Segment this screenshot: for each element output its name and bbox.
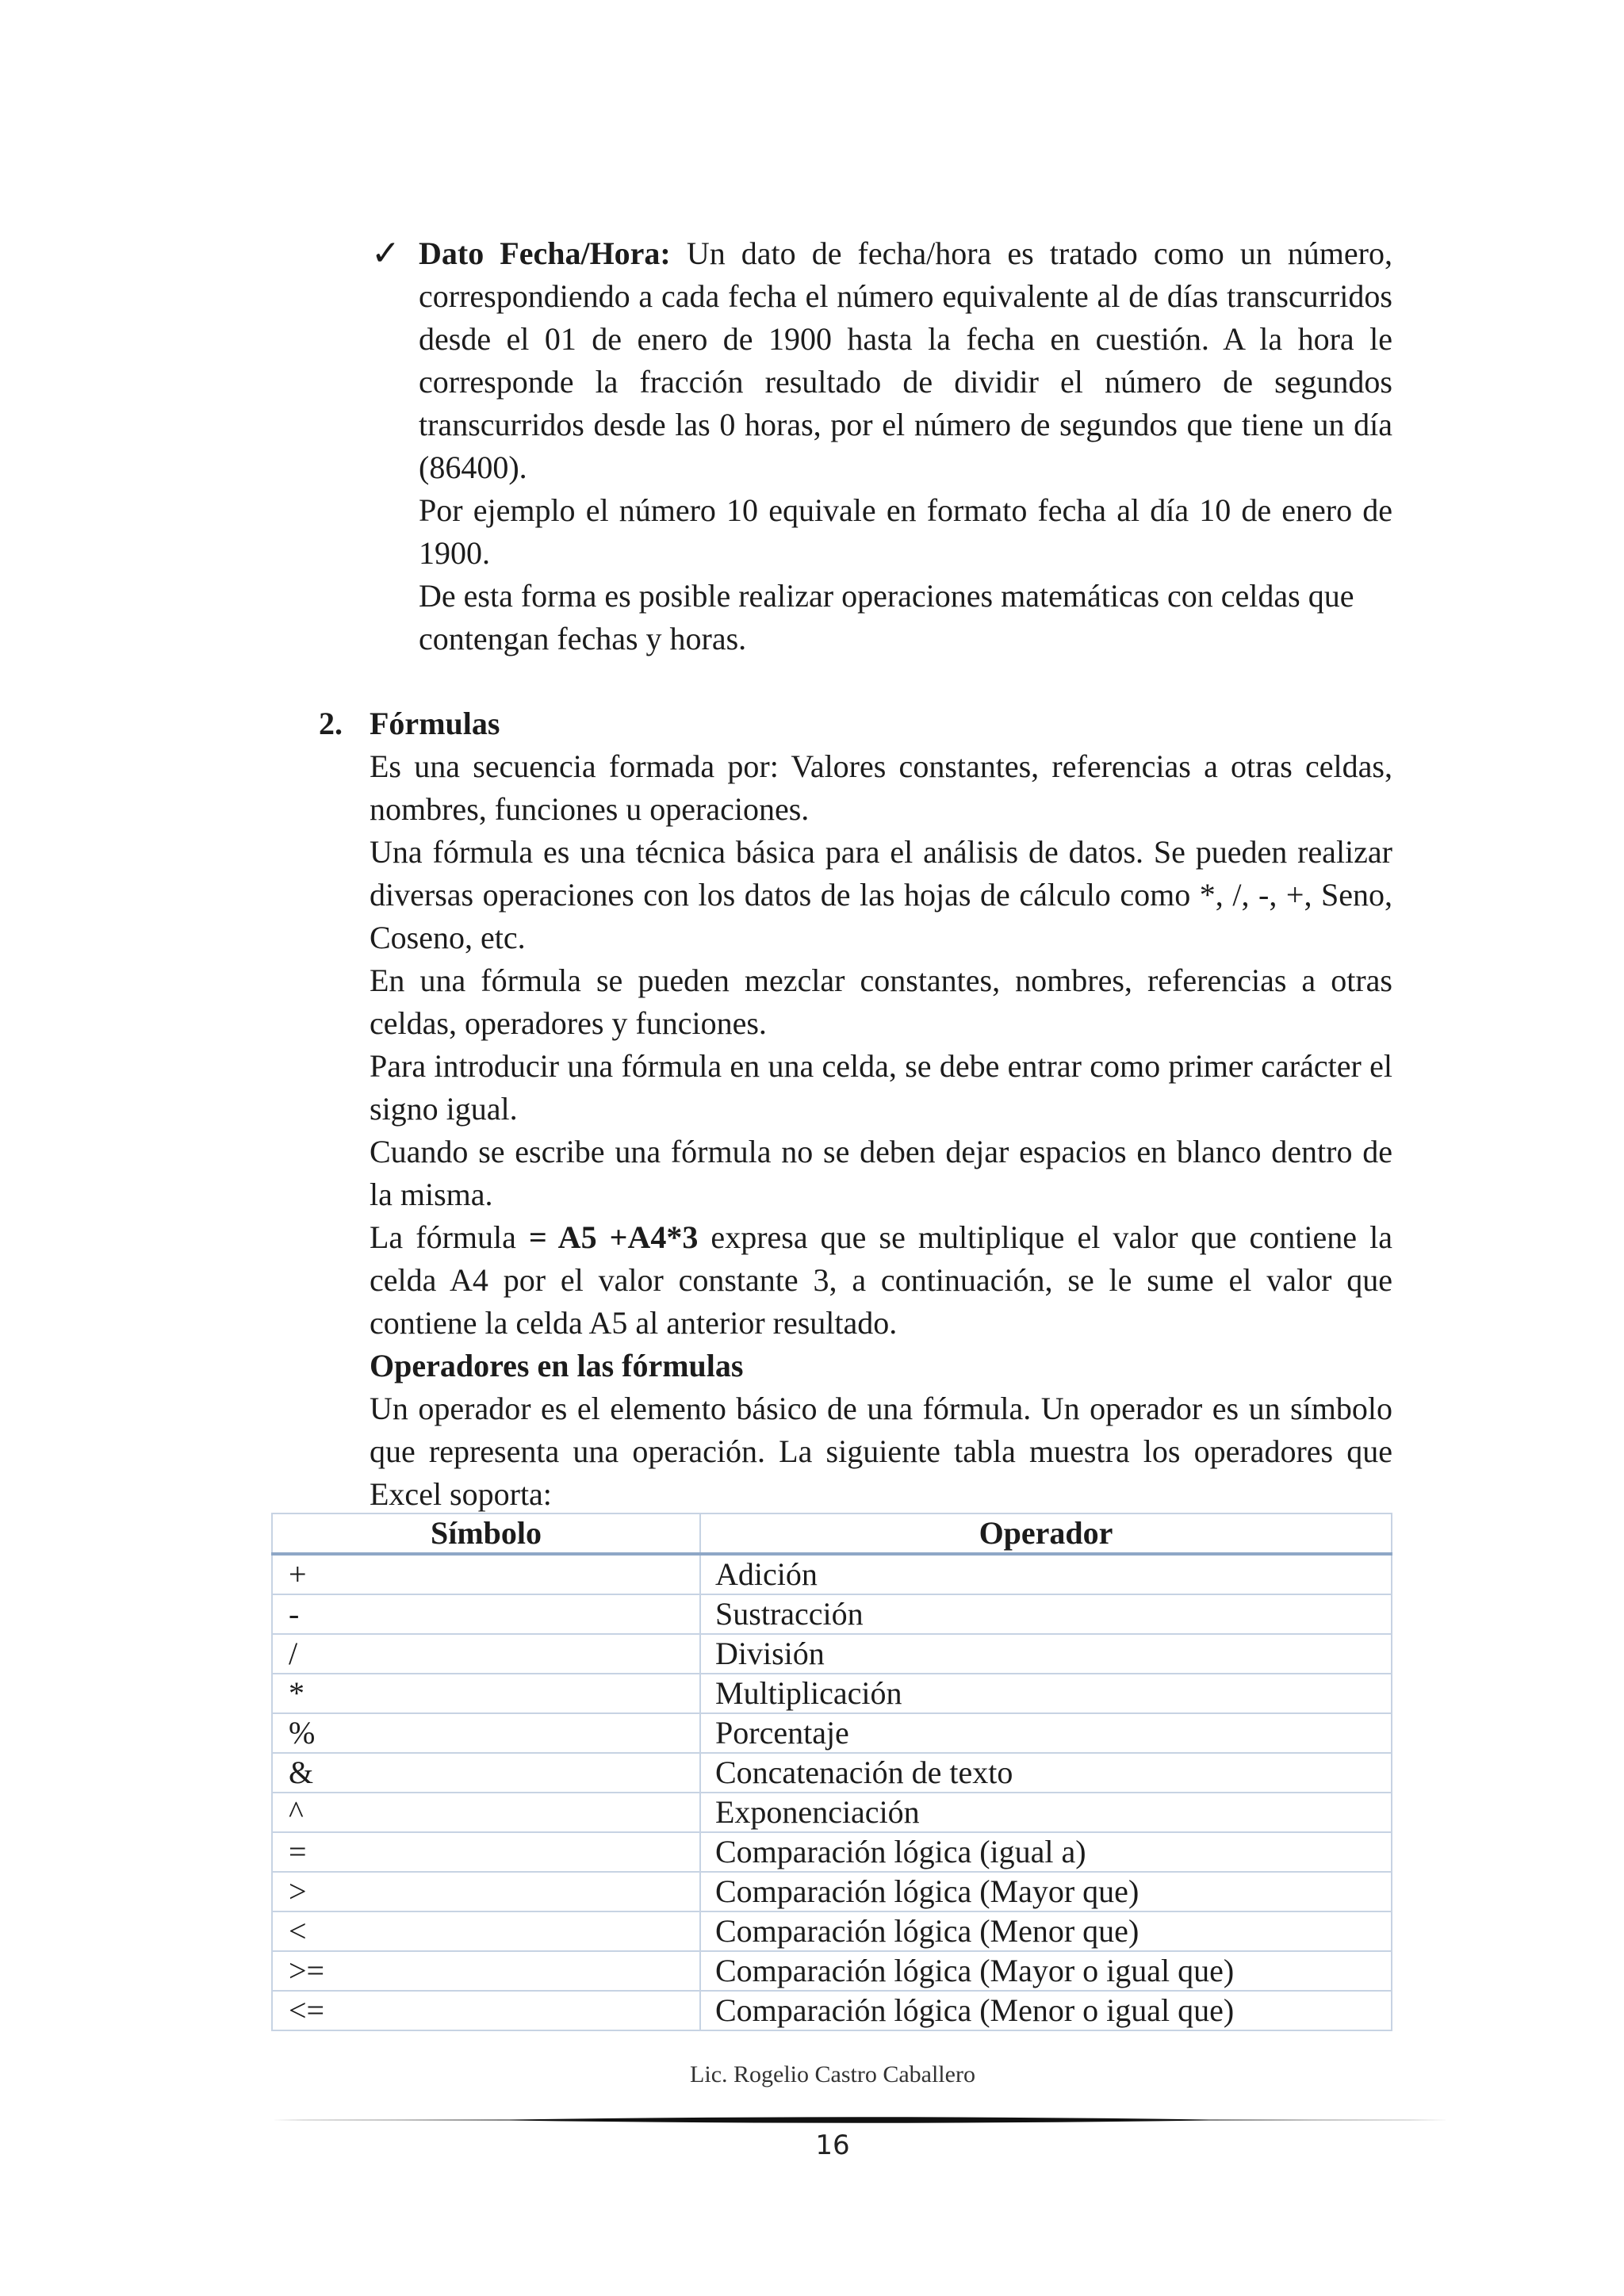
footer-author: Lic. Rogelio Castro Caballero	[690, 2061, 975, 2087]
operator-cell: Concatenación de texto	[700, 1753, 1392, 1793]
formulas-spaces-text: Cuando se escribe una fórmula no se deben dejar espacios en blanco dentro de la misma.	[370, 1134, 1392, 1212]
operators-subheading	[370, 1345, 1392, 1387]
checkmark-icon: ✓	[371, 233, 400, 274]
date-note-paragraph	[419, 575, 1392, 660]
symbol-cell: >=	[272, 1951, 700, 1991]
formula-example-post: expresa que se multiplique el valor que contiene la celda A4 por el valor constante 3, a continuación, se le sume el valor que contiene la celda A5 al anterior resultado.	[370, 1219, 1392, 1341]
date-time-term: Dato Fecha/Hora:	[419, 235, 671, 271]
symbol-cell: =	[272, 1832, 700, 1872]
date-example-text: Por ejemplo el número 10 equivale en formato fecha al día 10 de enero de 1900.	[419, 492, 1392, 571]
symbol-cell: <	[272, 1911, 700, 1951]
date-note-text: De esta forma es posible realizar operaciones matemáticas con celdas que contengan fechas y horas.	[419, 578, 1354, 656]
header-symbol: Símbolo	[272, 1513, 700, 1554]
formulas-definition	[370, 745, 1392, 831]
table-row	[272, 1634, 1392, 1674]
table-header-row	[272, 1513, 1392, 1554]
symbol-cell: >	[272, 1872, 700, 1911]
operator-cell: División	[700, 1634, 1392, 1674]
formulas-analysis-text: Una fórmula es una técnica básica para el análisis de datos. Se pueden realizar diversas operaciones con los datos de las hojas de cálculo como *, /, -, +, Seno, Coseno, etc.	[370, 834, 1392, 955]
operator-cell: Adición	[700, 1554, 1392, 1594]
operator-cell: Comparación lógica (Mayor o igual que)	[700, 1951, 1392, 1991]
operator-cell: Comparación lógica (Menor o igual que)	[700, 1991, 1392, 2030]
date-time-text: Un dato de fecha/hora es tratado como un número, correspondiendo a cada fecha el número equivalente al de días transcurridos desde el 01 de enero de 1900 hasta la fecha en cuestión. A la hora le corresponde la fracción resultado de dividir el número de segundos transcurridos desde las 0 horas, por el número de segundos que tiene un día (86400).	[419, 235, 1392, 485]
table-row	[272, 1753, 1392, 1793]
section-number: 2.	[319, 706, 343, 741]
operators-subheading-text: Operadores en las fórmulas	[370, 1348, 744, 1383]
table-row	[272, 1911, 1392, 1951]
operators-intro	[370, 1387, 1392, 1516]
table-row	[272, 1991, 1392, 2030]
section-title-text: Fórmulas	[370, 706, 500, 741]
operator-cell: Sustracción	[700, 1594, 1392, 1634]
operator-cell: Exponenciación	[700, 1793, 1392, 1832]
table-row	[272, 1713, 1392, 1753]
operators-table	[271, 1513, 1392, 2031]
table-row	[272, 1793, 1392, 1832]
formulas-mix-text: En una fórmula se pueden mezclar constantes, nombres, referencias a otras celdas, operadores y funciones.	[370, 962, 1392, 1041]
formulas-analysis	[370, 831, 1392, 959]
table-row	[272, 1554, 1392, 1594]
formulas-definition-text: Es una secuencia formada por: Valores constantes, referencias a otras celdas, nombres, funciones u operaciones.	[370, 748, 1392, 827]
symbol-cell: %	[272, 1713, 700, 1753]
section-title	[370, 702, 1392, 745]
symbol-cell: +	[272, 1554, 700, 1594]
symbol-cell: *	[272, 1674, 700, 1713]
date-time-paragraph	[419, 232, 1392, 489]
page-number: 16	[815, 2130, 850, 2161]
operator-cell: Comparación lógica (igual a)	[700, 1832, 1392, 1872]
operator-cell: Multiplicación	[700, 1674, 1392, 1713]
symbol-cell: &	[272, 1753, 700, 1793]
symbol-cell: -	[272, 1594, 700, 1634]
table-row	[272, 1832, 1392, 1872]
footer-divider	[271, 2115, 1450, 2125]
formula-expression: = A5 +A4*3	[529, 1219, 699, 1255]
operator-cell: Comparación lógica (Menor que)	[700, 1911, 1392, 1951]
symbol-cell: ^	[272, 1793, 700, 1832]
operator-cell: Porcentaje	[700, 1713, 1392, 1753]
formulas-entry	[370, 1045, 1392, 1131]
formula-example	[370, 1216, 1392, 1345]
operator-cell: Comparación lógica (Mayor que)	[700, 1872, 1392, 1911]
symbol-cell: /	[272, 1634, 700, 1674]
table-row	[272, 1951, 1392, 1991]
header-operator: Operador	[700, 1513, 1392, 1554]
operators-intro-text: Un operador es el elemento básico de una fórmula. Un operador es un símbolo que representa una operación. La siguiente tabla muestra los operadores que Excel soporta:	[370, 1391, 1392, 1512]
formula-example-pre: La fórmula	[370, 1219, 529, 1255]
table-row	[272, 1594, 1392, 1634]
formulas-mix	[370, 959, 1392, 1045]
table-row	[272, 1674, 1392, 1713]
formulas-entry-text: Para introducir una fórmula en una celda, se debe entrar como primer carácter el signo igual.	[370, 1048, 1392, 1127]
formulas-spaces	[370, 1131, 1392, 1216]
symbol-cell: <=	[272, 1991, 700, 2030]
date-example-paragraph	[419, 489, 1392, 575]
table-row	[272, 1872, 1392, 1911]
